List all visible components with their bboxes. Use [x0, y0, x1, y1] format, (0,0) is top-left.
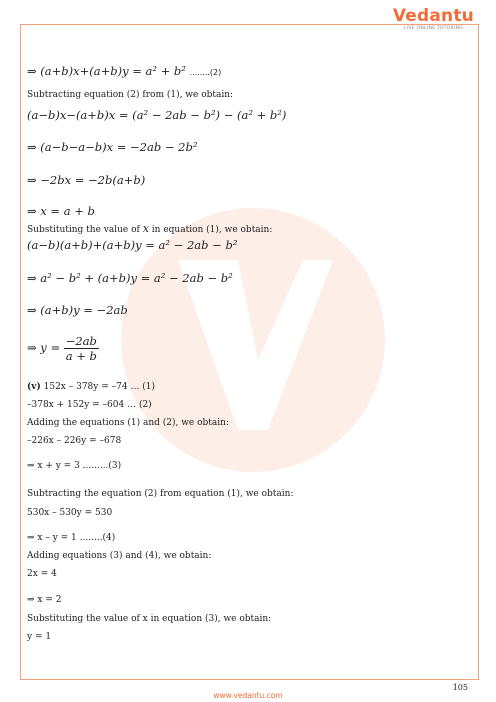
- logo-tagline: LIVE ONLINE TUTORING: [403, 26, 464, 31]
- variable-x: x: [142, 222, 149, 235]
- text-line: ⇒ x + y = 3 .........(3): [27, 461, 122, 471]
- equation-line: [27, 64, 221, 78]
- text-line: ⇒ x = 2: [27, 595, 62, 605]
- footer-link[interactable]: www.vedantu.com: [213, 691, 283, 700]
- equation-tag: ........(2): [189, 68, 222, 77]
- text-line: Substituting the value of x in equation (3), we obtain:: [27, 614, 272, 624]
- part-label: (v): [27, 382, 41, 392]
- page-number: 105: [452, 683, 468, 692]
- equation-line: ⇒ −2bx = −2b(a+b): [27, 173, 146, 187]
- logo-wordmark: Vedantu: [392, 6, 474, 26]
- text-segment: 152x – 378y = –74 … (1): [43, 382, 156, 392]
- text-segment: in equation (1), we obtain:: [151, 225, 273, 235]
- equation-text: ⇒ (a+b)x+(a+b)y = a² + b²: [27, 64, 186, 78]
- text-line: Subtracting equation (2) from (1), we obtain:: [27, 90, 234, 100]
- equation-line: ⇒ x = a + b: [27, 204, 95, 218]
- fraction: [64, 334, 99, 363]
- equation-line: ⇒ a² − b² + (a+b)y = a² − 2ab − b²: [27, 271, 233, 285]
- text-line: [27, 382, 155, 392]
- fraction-numerator: −2ab: [65, 334, 97, 348]
- equation-line: ⇒ (a+b)y = −2ab: [27, 303, 128, 317]
- text-line: Adding equations (3) and (4), we obtain:: [27, 551, 212, 561]
- fraction-denominator: a + b: [65, 349, 97, 363]
- equation-line: (a−b)x−(a+b)x = (a² − 2ab − b²) − (a² + b²): [27, 108, 287, 122]
- text-line: –226x – 226y = –678: [27, 436, 122, 446]
- text-line: 2x = 4: [27, 569, 57, 579]
- text-line: ⇒ x – y = 1 ........(4): [27, 533, 116, 543]
- text-segment: Substituting the value of: [27, 225, 140, 235]
- text-line: [27, 222, 272, 235]
- vedantu-watermark-icon: [118, 190, 388, 490]
- fraction-equation: [27, 334, 99, 363]
- text-line: 530x – 530y = 530: [27, 508, 113, 518]
- equation-prefix: ⇒ y =: [27, 340, 61, 355]
- vedantu-logo: [393, 6, 474, 31]
- text-line: –378x + 152y = –604 … (2): [27, 400, 152, 410]
- equation-line: ⇒ (a−b−a−b)x = −2ab − 2b²: [27, 140, 198, 154]
- equation-line: (a−b)(a+b)+(a+b)y = a² − 2ab − b²: [27, 238, 238, 252]
- text-line: Adding the equations (1) and (2), we obtain:: [27, 418, 229, 428]
- text-line: y = 1: [27, 632, 52, 642]
- text-line: Subtracting the equation (2) from equation (1), we obtain:: [27, 489, 294, 499]
